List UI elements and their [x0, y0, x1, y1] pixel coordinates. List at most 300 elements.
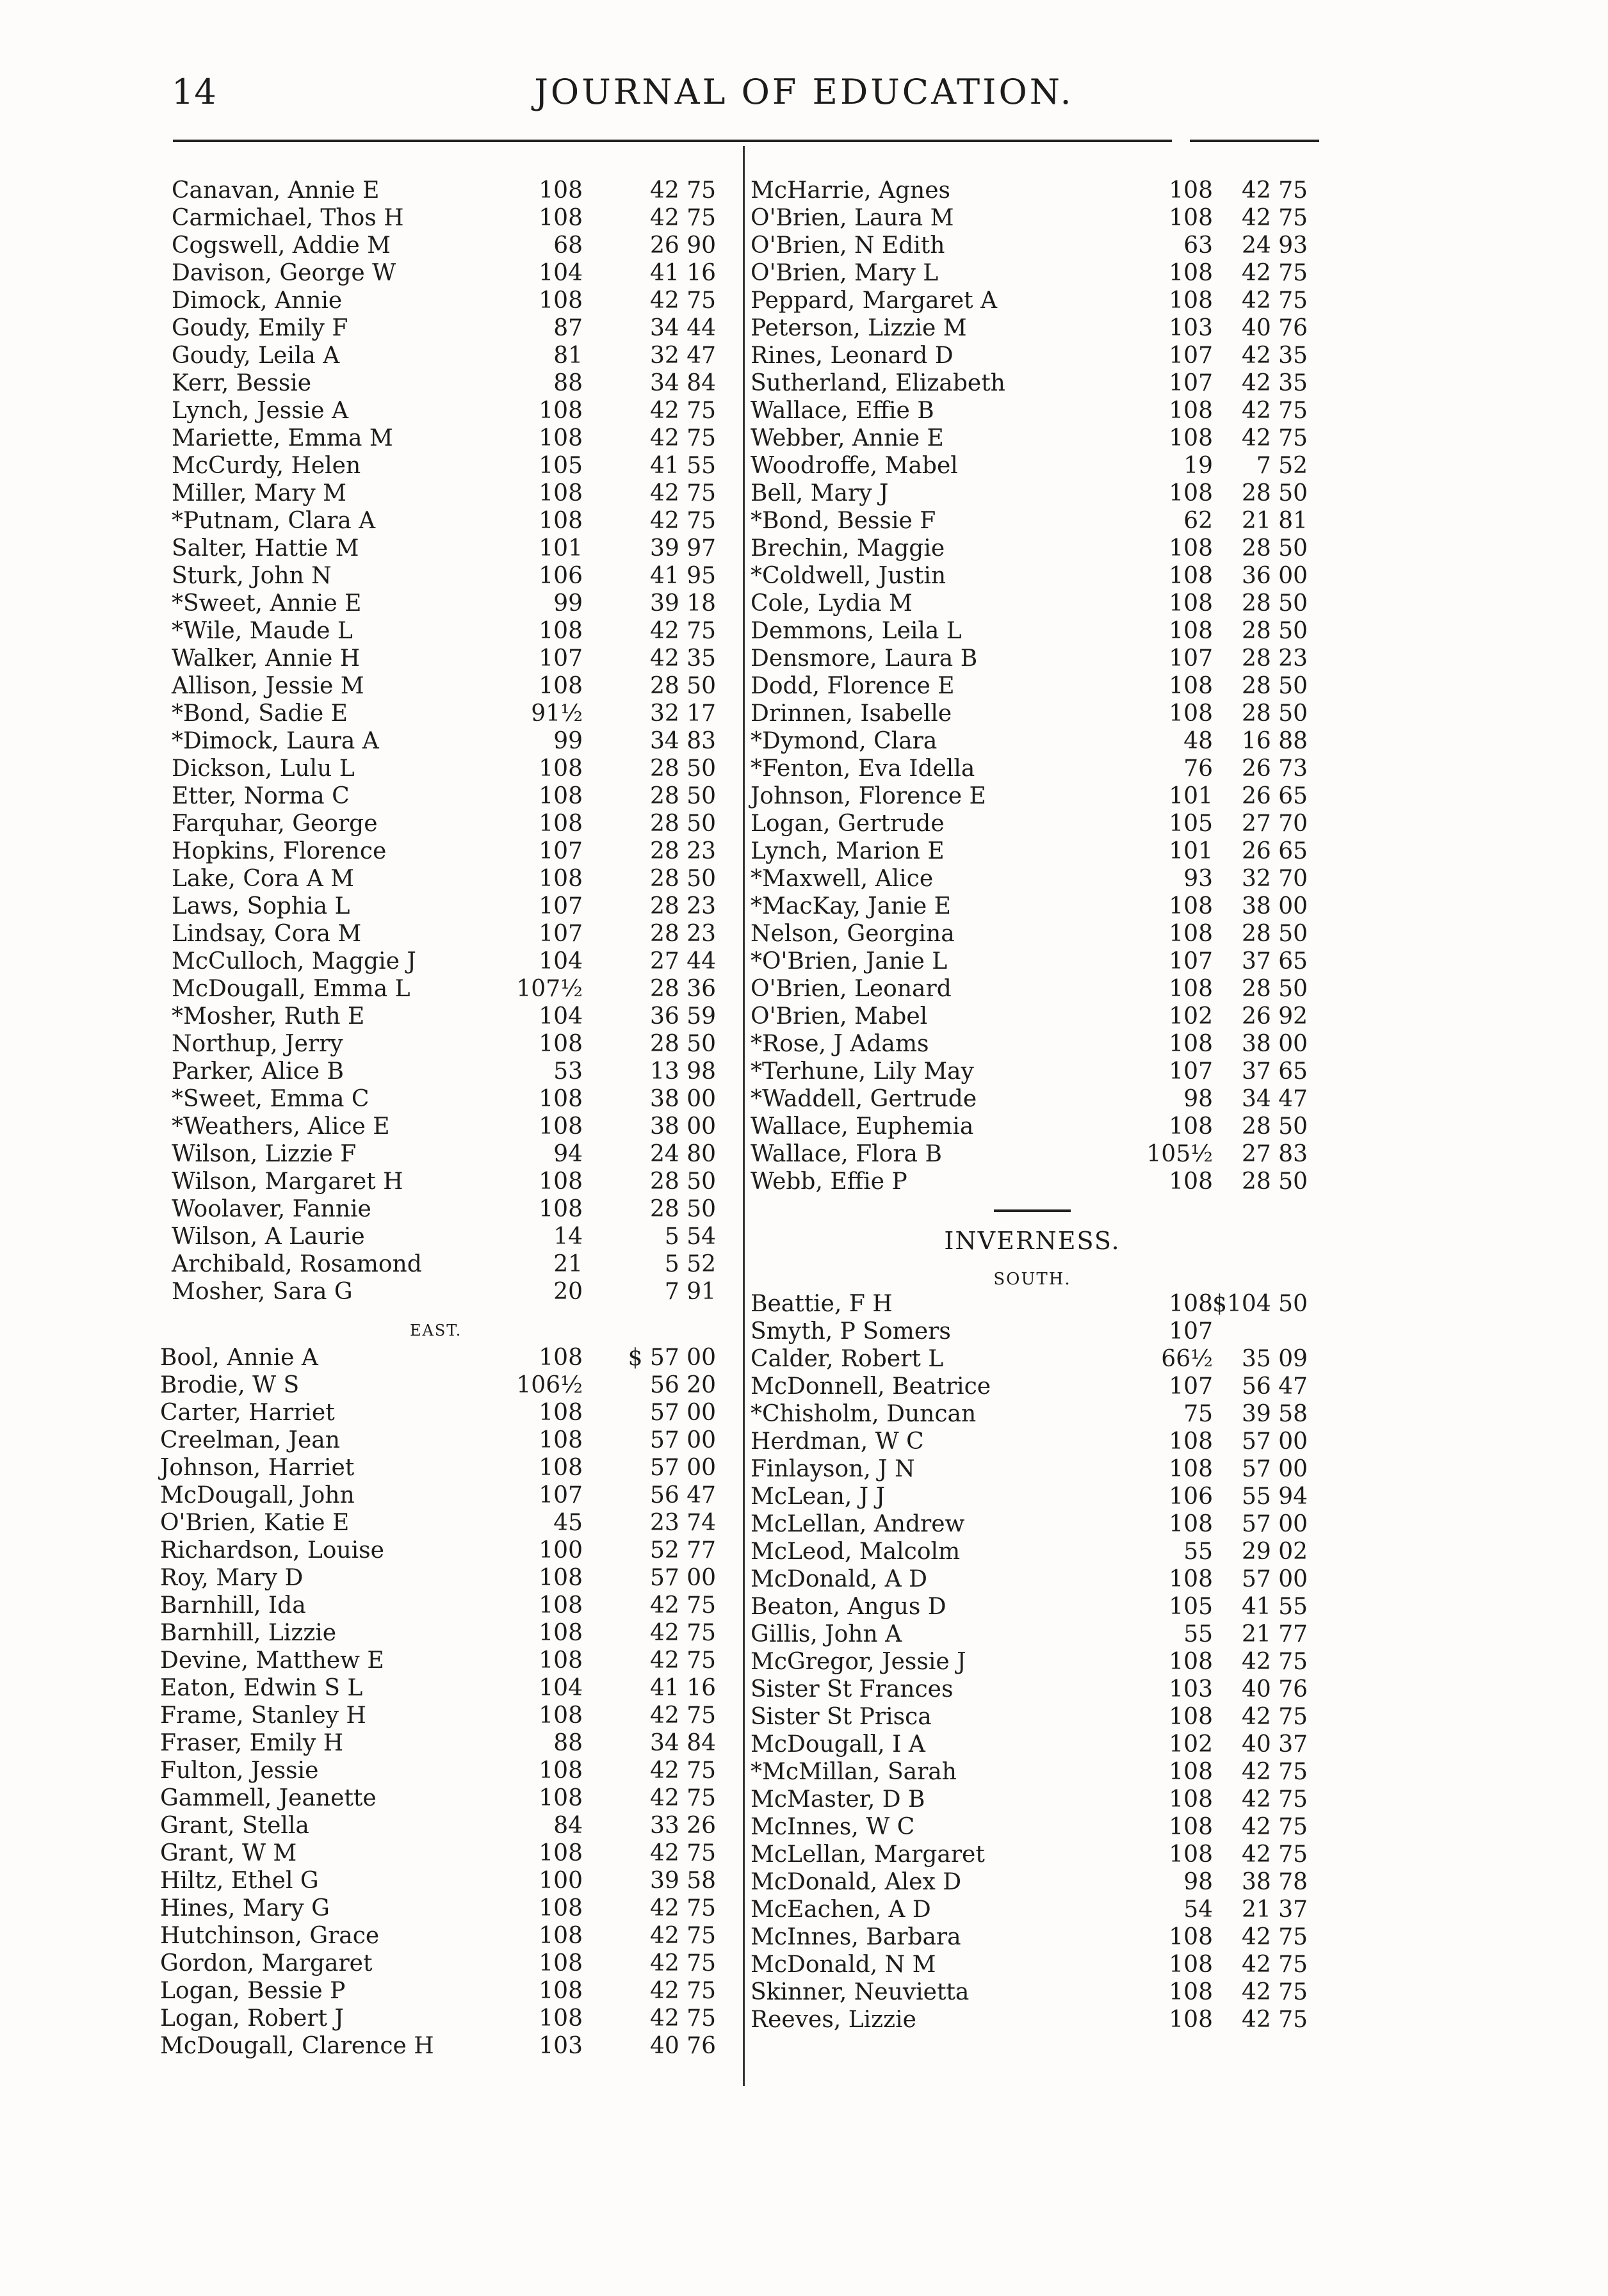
table-row: [751, 1085, 1314, 1113]
grant-amount: 40 76: [1241, 1676, 1308, 1702]
days-taught: 108: [539, 1978, 583, 2004]
days-taught: 108: [539, 425, 583, 451]
grant-amount: 57 00: [1241, 1428, 1308, 1455]
days-taught: 87: [553, 315, 583, 341]
table-row: [751, 810, 1314, 837]
teacher-name: McDonnell, Beatrice: [751, 1373, 991, 1400]
days-taught: 108: [539, 1647, 583, 1674]
grant-amount: 56 47: [649, 1482, 716, 1508]
table-row: [154, 782, 736, 810]
teacher-name: *MacKay, Janie E: [751, 893, 951, 919]
grant-amount: 57 00: [649, 1427, 716, 1453]
grant-amount: 42 75: [1241, 1952, 1308, 1978]
teacher-name: Lake, Cora A M: [172, 866, 355, 892]
days-taught: 107: [1169, 1373, 1213, 1400]
grant-amount: 42 75: [1241, 1924, 1308, 1950]
teacher-name: Johnson, Harriet: [160, 1455, 355, 1481]
days-taught: 108: [1169, 1786, 1213, 1813]
grant-amount: 42 75: [649, 1950, 716, 1977]
days-taught: 108: [1169, 1759, 1213, 1785]
grant-amount: 29 02: [1241, 1539, 1308, 1565]
days-taught: 108: [1169, 1952, 1213, 1978]
teacher-name: Finlayson, J N: [751, 1456, 915, 1482]
grant-amount: 28 50: [1241, 673, 1308, 699]
table-row: [751, 1868, 1314, 1896]
days-taught: 104: [539, 1003, 583, 1030]
days-taught: 108: [1169, 1511, 1213, 1537]
days-taught: 108: [1169, 480, 1213, 506]
teacher-name: *O'Brien, Janie L: [751, 948, 948, 974]
table-row: [751, 617, 1314, 645]
table-row: [154, 837, 736, 865]
teacher-name: McInnes, W C: [751, 1814, 915, 1840]
table-row: [154, 1812, 736, 1839]
table-row: [154, 397, 736, 424]
teacher-name: Beaton, Angus D: [751, 1594, 946, 1620]
days-taught: 101: [539, 535, 583, 562]
left-column: [154, 177, 736, 2060]
grant-amount: 34 84: [649, 370, 716, 396]
table-row: [154, 1509, 736, 1537]
grant-amount: 39 18: [649, 590, 716, 617]
teacher-name: Densmore, Laura B: [751, 645, 978, 672]
teacher-name: O'Brien, Mabel: [751, 1003, 928, 1030]
teacher-name: Laws, Sophia L: [172, 893, 350, 919]
table-row: [751, 177, 1314, 204]
teacher-name: Rines, Leonard D: [751, 343, 954, 369]
grant-amount: 28 50: [649, 1168, 716, 1195]
teacher-name: Peppard, Margaret A: [751, 287, 998, 314]
days-taught: 55: [1183, 1539, 1213, 1565]
table-row: [751, 1565, 1314, 1593]
table-row: [154, 672, 736, 700]
teacher-name: McDonald, Alex D: [751, 1869, 962, 1895]
table-row: [154, 1454, 736, 1482]
teacher-name: Parker, Alice B: [172, 1058, 344, 1085]
days-taught: 108: [539, 1758, 583, 1784]
teacher-name: Hines, Mary G: [160, 1895, 330, 1921]
grant-amount: 57 00: [649, 1455, 716, 1481]
grant-amount: 41 95: [649, 563, 716, 589]
days-taught: 88: [553, 1730, 583, 1756]
table-row: [154, 287, 736, 314]
grant-amount: 42 75: [1241, 1786, 1308, 1813]
teacher-name: Wallace, Effie B: [751, 398, 934, 424]
teacher-name: O'Brien, N Edith: [751, 232, 945, 259]
table-row: [751, 782, 1314, 810]
days-taught: 108: [539, 866, 583, 892]
table-row: [751, 1731, 1314, 1758]
table-row: [751, 590, 1314, 617]
days-taught: 103: [1169, 315, 1213, 341]
grant-amount: 42 75: [649, 205, 716, 231]
table-row: [751, 1428, 1314, 1455]
teacher-name: McEachen, A D: [751, 1896, 931, 1923]
days-taught: 107: [1169, 1058, 1213, 1085]
days-taught: 107: [539, 645, 583, 672]
teacher-name: Cogswell, Addie M: [172, 232, 391, 259]
table-row: [751, 1400, 1314, 1428]
teacher-name: Frame, Stanley H: [160, 1702, 366, 1729]
days-taught: 107: [1169, 343, 1213, 369]
table-row: [154, 232, 736, 259]
table-row: [751, 865, 1314, 893]
left-rows: [154, 177, 736, 1306]
table-row: [751, 314, 1314, 342]
teacher-name: *Bond, Sadie E: [172, 700, 348, 727]
days-taught: 19: [1183, 453, 1213, 479]
teacher-name: *Fenton, Eva Idella: [751, 756, 975, 782]
days-taught: 108: [1169, 590, 1213, 617]
days-taught: 104: [539, 260, 583, 286]
grant-amount: 42 35: [649, 645, 716, 672]
grant-amount: 28 50: [649, 783, 716, 809]
grant-amount: 28 23: [649, 893, 716, 919]
teacher-name: Creelman, Jean: [160, 1427, 340, 1453]
days-taught: 101: [1169, 783, 1213, 809]
days-taught: 108: [1169, 1979, 1213, 2005]
grant-amount: 36 00: [1241, 563, 1308, 589]
grant-amount: 42 75: [649, 508, 716, 534]
grant-amount: 39 97: [649, 535, 716, 562]
table-row: [154, 755, 736, 782]
teacher-name: Goudy, Leila A: [172, 343, 340, 369]
teacher-name: Lynch, Jessie A: [172, 398, 348, 424]
days-taught: 108: [1169, 1428, 1213, 1455]
grant-amount: 42 75: [649, 1840, 716, 1866]
days-taught: 45: [553, 1510, 583, 1536]
table-row: [154, 727, 736, 755]
teacher-name: *Dimock, Laura A: [172, 728, 379, 754]
days-taught: 21: [553, 1251, 583, 1277]
grant-amount: 52 77: [649, 1537, 716, 1564]
section-title: INVERNESS.: [944, 1227, 1121, 1255]
days-taught: 106½: [516, 1372, 583, 1398]
table-row: [154, 1344, 736, 1371]
days-taught: 105: [1169, 811, 1213, 837]
table-row: [154, 948, 736, 975]
teacher-name: Wallace, Euphemia: [751, 1113, 974, 1140]
days-taught: 107: [1169, 1318, 1213, 1345]
teacher-name: Calder, Robert L: [751, 1346, 944, 1372]
teacher-name: McDougall, John: [160, 1482, 355, 1508]
days-taught: 108: [539, 1400, 583, 1426]
days-taught: 84: [553, 1813, 583, 1839]
table-row: [751, 1538, 1314, 1565]
section-rule: [751, 1195, 1314, 1221]
teacher-name: Fulton, Jessie: [160, 1758, 319, 1784]
days-taught: 108: [539, 1168, 583, 1195]
east-heading: EAST.: [410, 1322, 462, 1339]
grant-amount: 21 77: [1241, 1621, 1308, 1647]
teacher-name: Hutchinson, Grace: [160, 1923, 380, 1949]
grant-amount: 27 83: [1241, 1141, 1308, 1167]
table-row: [751, 948, 1314, 975]
days-taught: 103: [1169, 1676, 1213, 1702]
grant-amount: 28 50: [1241, 618, 1308, 644]
table-row: [751, 287, 1314, 314]
days-taught: 20: [553, 1279, 583, 1305]
days-taught: 104: [539, 1675, 583, 1701]
table-row: [154, 865, 736, 893]
days-taught: 108: [1169, 535, 1213, 562]
days-taught: 108: [539, 1895, 583, 1921]
table-row: [154, 1895, 736, 1922]
days-taught: 68: [553, 232, 583, 259]
days-taught: 108: [1169, 673, 1213, 699]
grant-amount: 40 76: [1241, 315, 1308, 341]
table-row: [154, 480, 736, 507]
teacher-name: Logan, Bessie P: [160, 1978, 346, 2004]
right-rows: [751, 177, 1314, 1195]
grant-amount: 42 75: [649, 618, 716, 644]
journal-title: JOURNAL OF EDUCATION.: [534, 72, 1074, 112]
teacher-name: Grant, W M: [160, 1840, 297, 1866]
grant-amount: 42 75: [649, 1592, 716, 1619]
teacher-name: Salter, Hattie M: [172, 535, 359, 562]
table-row: [751, 369, 1314, 397]
days-taught: 108: [1169, 1291, 1213, 1317]
teacher-name: Lynch, Marion E: [751, 838, 945, 864]
table-row: [154, 2005, 736, 2032]
grant-amount: 42 75: [1241, 287, 1308, 314]
grant-amount: 37 65: [1241, 948, 1308, 974]
days-taught: 108: [1169, 1841, 1213, 1868]
grant-amount: 28 50: [1241, 976, 1308, 1002]
grant-amount: 42 75: [1241, 398, 1308, 424]
table-row: [154, 1702, 736, 1729]
days-taught: 100: [539, 1537, 583, 1564]
table-row: [751, 1896, 1314, 1923]
teacher-name: McMaster, D B: [751, 1786, 925, 1813]
table-row: [751, 562, 1314, 590]
teacher-name: *Waddell, Gertrude: [751, 1086, 977, 1112]
teacher-name: Webb, Effie P: [751, 1168, 907, 1195]
teacher-name: *Rose, J Adams: [751, 1031, 929, 1057]
teacher-name: Brechin, Maggie: [751, 535, 945, 562]
teacher-name: *Maxwell, Alice: [751, 866, 934, 892]
table-row: [751, 920, 1314, 948]
grant-amount: 42 75: [1241, 1841, 1308, 1868]
column-divider: [743, 146, 745, 2086]
teacher-name: Herdman, W C: [751, 1428, 924, 1455]
days-taught: 108: [1169, 563, 1213, 589]
table-row: [154, 342, 736, 369]
table-row: [154, 1113, 736, 1140]
days-taught: 55: [1183, 1621, 1213, 1647]
table-row: [154, 507, 736, 535]
days-taught: 108: [539, 1840, 583, 1866]
teacher-name: Drinnen, Isabelle: [751, 700, 952, 727]
grant-amount: 28 50: [1241, 535, 1308, 562]
grant-amount: 36 59: [649, 1003, 716, 1030]
table-row: [751, 893, 1314, 920]
table-row: [154, 1427, 736, 1454]
days-taught: 101: [1169, 838, 1213, 864]
grant-amount: 42 75: [649, 1758, 716, 1784]
days-taught: 105½: [1146, 1141, 1213, 1167]
grant-amount: 34 83: [649, 728, 716, 754]
teacher-name: Sister St Frances: [751, 1676, 954, 1702]
grant-amount: 28 50: [649, 1196, 716, 1222]
table-row: [154, 1592, 736, 1619]
grant-amount: 28 23: [649, 838, 716, 864]
grant-amount: 55 94: [1241, 1484, 1308, 1510]
teacher-name: Sutherland, Elizabeth: [751, 370, 1005, 396]
grant-amount: 26 92: [1241, 1003, 1308, 1030]
days-taught: 108: [539, 1031, 583, 1057]
grant-amount: 42 75: [1241, 1649, 1308, 1675]
grant-amount: 27 70: [1241, 811, 1308, 837]
teacher-name: *Coldwell, Justin: [751, 563, 946, 589]
table-row: [751, 1483, 1314, 1510]
teacher-name: Canavan, Annie E: [172, 177, 380, 204]
teacher-name: Peterson, Lizzie M: [751, 315, 967, 341]
days-taught: 108: [539, 508, 583, 534]
grant-amount: 42 75: [1241, 1704, 1308, 1730]
table-row: [751, 1030, 1314, 1058]
grant-amount: 26 65: [1241, 838, 1308, 864]
east-heading-block: [154, 1306, 736, 1344]
table-row: [751, 1593, 1314, 1621]
days-taught: 103: [539, 2033, 583, 2059]
teacher-name: McLeod, Malcolm: [751, 1539, 961, 1565]
teacher-name: O'Brien, Leonard: [751, 976, 952, 1002]
days-taught: 108: [1169, 1566, 1213, 1592]
teacher-name: Northup, Jerry: [172, 1031, 343, 1057]
grant-amount: 38 78: [1241, 1869, 1308, 1895]
days-taught: 107: [1169, 948, 1213, 974]
teacher-name: Barnhill, Lizzie: [160, 1620, 337, 1646]
teacher-name: McLellan, Andrew: [751, 1511, 965, 1537]
teacher-name: O'Brien, Laura M: [751, 205, 954, 231]
teacher-name: Etter, Norma C: [172, 783, 350, 809]
table-row: [154, 810, 736, 837]
teacher-name: Walker, Annie H: [172, 645, 361, 672]
days-taught: 104: [539, 948, 583, 974]
grant-amount: 40 76: [649, 2033, 716, 2059]
teacher-name: Eaton, Edwin S L: [160, 1675, 363, 1701]
teacher-name: Carter, Harriet: [160, 1400, 335, 1426]
table-row: [154, 259, 736, 287]
days-taught: 108: [539, 1565, 583, 1591]
days-taught: 108: [1169, 205, 1213, 231]
teacher-name: Roy, Mary D: [160, 1565, 304, 1591]
table-row: [751, 397, 1314, 424]
days-taught: 66½: [1161, 1346, 1213, 1372]
teacher-name: McInnes, Barbara: [751, 1924, 961, 1950]
grant-amount: 28 50: [649, 756, 716, 782]
grant-amount: 34 44: [649, 315, 716, 341]
days-taught: 108: [1169, 1649, 1213, 1675]
table-row: [154, 617, 736, 645]
grant-amount: 28 50: [649, 1031, 716, 1057]
days-taught: 107: [1169, 645, 1213, 672]
teacher-name: McCulloch, Maggie J: [172, 948, 416, 974]
teacher-name: *Weathers, Alice E: [172, 1113, 390, 1140]
teacher-name: Demmons, Leila L: [751, 618, 962, 644]
table-row: [751, 1058, 1314, 1085]
grant-amount: 42 75: [649, 287, 716, 314]
days-taught: 108: [1169, 1814, 1213, 1840]
grant-amount: 28 50: [1241, 590, 1308, 617]
table-row: [751, 424, 1314, 452]
days-taught: 108: [539, 1345, 583, 1371]
grant-amount: 56 20: [649, 1372, 716, 1398]
grant-amount: 28 50: [649, 811, 716, 837]
days-taught: 108: [1169, 425, 1213, 451]
table-row: [751, 700, 1314, 727]
teacher-name: Mosher, Sara G: [172, 1279, 353, 1305]
right-column: [751, 177, 1314, 2033]
grant-amount: 28 50: [1241, 700, 1308, 727]
grant-amount: 57 00: [649, 1565, 716, 1591]
teacher-name: Lindsay, Cora M: [172, 921, 362, 947]
teacher-name: *Mosher, Ruth E: [172, 1003, 365, 1030]
grant-amount: 32 17: [649, 700, 716, 727]
table-row: [154, 314, 736, 342]
days-taught: 94: [553, 1141, 583, 1167]
days-taught: 54: [1183, 1896, 1213, 1923]
table-row: [751, 1373, 1314, 1400]
grant-amount: 42 75: [649, 1895, 716, 1921]
section-title-block: [751, 1221, 1314, 1259]
days-taught: 108: [539, 2005, 583, 2032]
teacher-name: Gammell, Jeanette: [160, 1785, 377, 1811]
teacher-name: Dodd, Florence E: [751, 673, 955, 699]
grant-amount: 41 55: [649, 453, 716, 479]
table-row: [154, 645, 736, 672]
table-row: [154, 1537, 736, 1564]
teacher-name: Logan, Robert J: [160, 2005, 344, 2032]
days-taught: 108: [1169, 1168, 1213, 1195]
grant-amount: 13 98: [649, 1058, 716, 1085]
grant-amount: 32 70: [1241, 866, 1308, 892]
teacher-name: Grant, Stella: [160, 1813, 309, 1839]
table-row: [154, 1784, 736, 1812]
table-row: [154, 893, 736, 920]
days-taught: 108: [539, 287, 583, 314]
grant-amount: 28 50: [1241, 1168, 1308, 1195]
grant-amount: 34 84: [649, 1730, 716, 1756]
grant-amount: 42 75: [649, 1620, 716, 1646]
days-taught: 107: [1169, 370, 1213, 396]
grant-amount: 38 00: [1241, 893, 1308, 919]
teacher-name: Cole, Lydia M: [751, 590, 913, 617]
grant-amount: 42 75: [649, 177, 716, 204]
teacher-name: Wilson, Margaret H: [172, 1168, 403, 1195]
days-taught: 106: [539, 563, 583, 589]
teacher-name: Bell, Mary J: [751, 480, 889, 506]
grant-amount: 21 37: [1241, 1896, 1308, 1923]
teacher-name: Kerr, Bessie: [172, 370, 312, 396]
teacher-name: *Bond, Bessie F: [751, 508, 936, 534]
table-row: [154, 1140, 736, 1168]
days-taught: 99: [553, 728, 583, 754]
grant-amount: 56 47: [1241, 1373, 1308, 1400]
grant-amount: 42 75: [649, 1647, 716, 1674]
teacher-name: Wilson, A Laurie: [172, 1224, 365, 1250]
days-taught: 108: [1169, 1704, 1213, 1730]
teacher-name: O'Brien, Mary L: [751, 260, 939, 286]
grant-amount: 7 91: [664, 1279, 716, 1305]
table-row: [154, 700, 736, 727]
teacher-name: Miller, Mary M: [172, 480, 347, 506]
grant-amount: 34 47: [1241, 1086, 1308, 1112]
days-taught: 100: [539, 1868, 583, 1894]
teacher-name: Sturk, John N: [172, 563, 332, 589]
days-taught: 107: [539, 1482, 583, 1508]
